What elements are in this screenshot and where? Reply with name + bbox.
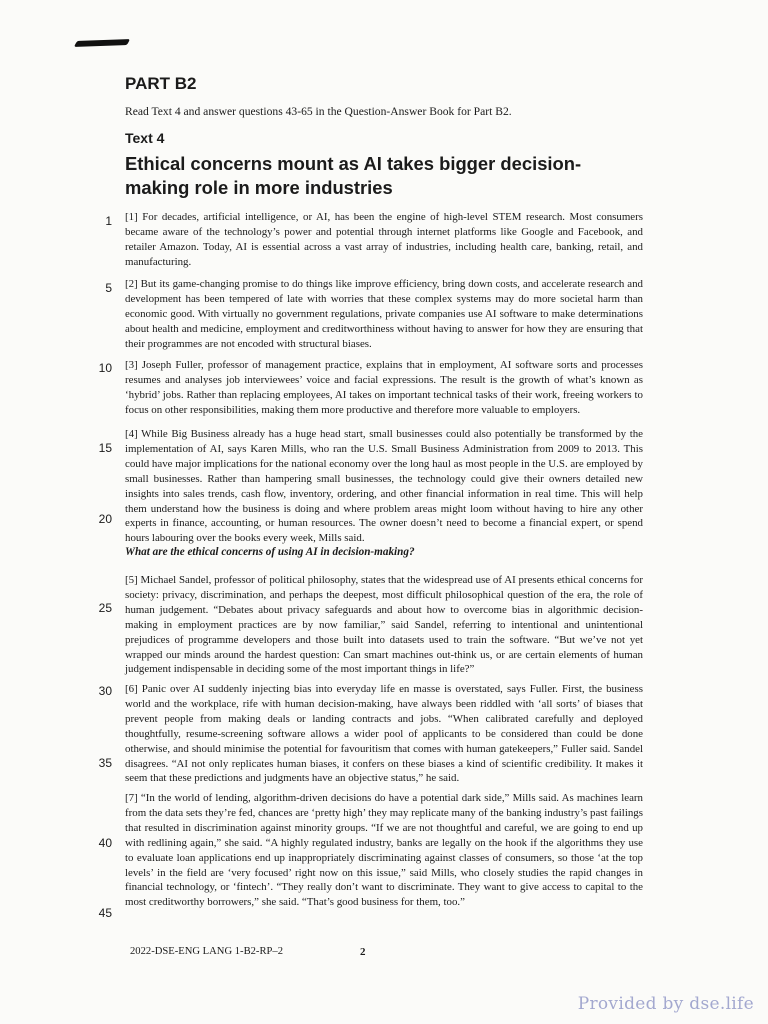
line-number: 10 (98, 361, 112, 375)
section-subheading: What are the ethical concerns of using AI in decision-making? (125, 546, 415, 558)
line-number: 45 (98, 906, 112, 920)
paragraph-1: [1] For decades, artificial intelligence, or AI, has been the engine of high-level STEM research. Most consumers became aware of the technology’s power and potential through internet platforms like Google and Facebook, and retailer Amazon. Today, AI is essential across a vast array of industries, including health care, banking, retail, and manufacturing. (125, 211, 643, 268)
paragraph-5: [5] Michael Sandel, professor of political philosophy, states that the widespread use of AI presents ethical concerns for society: privacy, discrimination, and perhaps the deepest, most difficult philosophical question of the era, the role of human judgement. “Debates about privacy safeguards and about how to overcome bias in algorithmic decision-making in employment practices are by now familiar,” said Sandel, referring to intentional and unintentional prejudices of programme developers and those built into datasets used to train the software. “But we’ve not yet wrapped our minds around the hardest question: Can smart machines out-think us, or are certain elements of human judgement indispensable in deciding some of the most important things in life?” (125, 574, 643, 676)
line-number: 1 (105, 214, 112, 228)
line-number: 35 (98, 756, 112, 770)
instruction-text: Read Text 4 and answer questions 43-65 in the Question-Answer Book for Part B2. (125, 105, 512, 118)
line-number: 40 (98, 836, 112, 850)
paragraph-4: [4] While Big Business already has a huge head start, small businesses could also potentially be transformed by the implementation of AI, says Karen Mills, who ran the U.S. Small Business Administration from 2009 to 2013. This could have major implications for the national economy over the long haul as most people in the U.S. are employed by small businesses. Rather than hampering small businesses, the technology could give their owners detailed new insights into sales trends, cash flow, inventory, ordering, and other financial information in real time. This will help them understand how the business is doing and where problem areas might loom without having to hire any other experts in finance, accounting, or human resources. The owner doesn’t need to become a financial expert, or spend hours labouring over the books every week, Mills said. (125, 428, 643, 545)
line-number: 5 (105, 281, 112, 295)
part-title: PART B2 (125, 74, 197, 93)
paragraph-7: [7] “In the world of lending, algorithm-driven decisions do have a potential dark side,” Mills said. As machines learn from the data sets they’re fed, chances are ‘pretty high’ they may replicate many of the banking industry’s past failings that resulted in discrimination against minority groups. “If we are not thoughtful and careful, we are going to end up with redlining again,” she said. “A highly regulated industry, banks are legally on the hook if the algorithms they use to evaluate loan applications end up inappropriately discriminating against classes of consumers, so those ‘at the top levels’ in the field are ‘very focused’ right now on this issue,” said Mills, who closely studies the rapid changes in financial technology, or ‘fintech’. “They really don’t want to discriminate. They want to give access to capital to the most creditworthy borrowers,” she said. “That’s good business for them, too.” (125, 792, 643, 909)
line-number: 20 (98, 512, 112, 526)
exam-code: 2022-DSE-ENG LANG 1-B2-RP–2 (130, 946, 284, 957)
paragraph-3: [3] Joseph Fuller, professor of management practice, explains that in employment, AI software sorts and processes resumes and analyses job interviewees’ voice and facial expressions. The result is the growth of what’s known as ‘hybrid’ jobs. Rather than replacing employees, AI takes on important technical tasks of their work, freeing workers to focus on other responsibilities, making them more productive and therefore more valuable to employers. (125, 359, 643, 416)
watermark: Provided by dse.life (577, 994, 754, 1014)
scan-mark (74, 39, 130, 47)
page-number: 2 (360, 946, 366, 958)
line-number: 30 (98, 684, 112, 698)
line-number: 15 (98, 441, 112, 455)
line-number: 25 (98, 601, 112, 615)
article-title: Ethical concerns mount as AI takes bigger decision-making role in more industries (125, 153, 582, 198)
paragraph-2: [2] But its game-changing promise to do things like improve efficiency, bring down costs, and accelerate research and development has been tempered of late with worries that these complex systems may do more societal harm than economic good. With virtually no government regulations, private companies use AI software to make determinations about health and medicine, employment and creditworthiness without having to answer for how they are ensuring that their programmes are not encoded with structural biases. (125, 278, 643, 350)
text-label: Text 4 (125, 130, 165, 146)
paragraph-6: [6] Panic over AI suddenly injecting bias into everyday life en masse is overstated, says Fuller. First, the business world and the workplace, rife with human decision-making, have always been riddled with ‘all sorts’ of biases that prevent people from making deals or landing contracts and jobs. “When calibrated carefully and deployed thoughtfully, resume-screening software allows a wider pool of applicants to be considered than could be done otherwise, and should minimise the potential for favouritism that comes with human gatekeepers,” Fuller said. Sandel disagrees. “AI not only replicates human biases, it confers on these biases a kind of scientific credibility. It makes it seem that these predictions and judgments have an objective status,” he said. (125, 683, 643, 785)
